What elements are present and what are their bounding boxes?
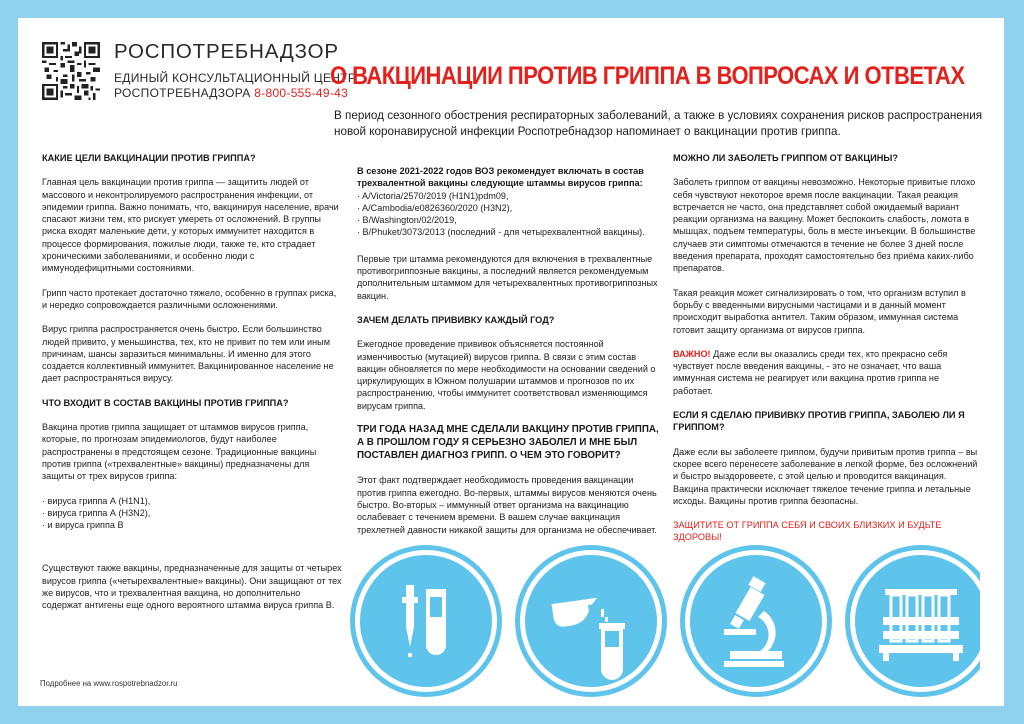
- column-right: [673, 152, 978, 543]
- consult-center-line2: [114, 86, 356, 101]
- list-item: · A/Victoria/2570/2019 (H1N1)pdm09,: [357, 190, 509, 201]
- list-item: · и вируса гриппа В: [42, 520, 124, 531]
- list-item: · B/Phuket/3073/2013 (последний - для четырехвалентной вакцины).: [357, 227, 645, 238]
- brand-name: РОСПОТРЕБНАДЗОР: [114, 40, 339, 63]
- who-recommendation: В сезоне 2021-2022 годов ВОЗ рекомендует включать в состав трехвалентной вакцины следующие штаммы вирусов гриппа:: [357, 166, 644, 189]
- column-left: [42, 152, 342, 624]
- list-item: · вируса гриппа А (H3N2),: [42, 507, 151, 518]
- question-goals: КАКИЕ ЦЕЛИ ВАКЦИНАЦИИ ПРОТИВ ГРИППА?: [42, 153, 256, 163]
- question-three-years: ТРИ ГОДА НАЗАД МНЕ СДЕЛАЛИ ВАКЦИНУ ПРОТИВ ГРИППА, А В ПРОШЛОМ ГОДУ Я СЕРЬЕЗНО ЗАБОЛЕЛ И МНЕ БЫЛ ПОСТАВЛЕН ДИАГНОЗ ГРИПП. О ЧЕМ ЭТО ГОВОРИТ?: [357, 424, 659, 461]
- hotline-phone: 8-800-555-49-43: [254, 86, 349, 100]
- answer-from-vaccine: Заболеть гриппом от вакцины невозможно. Некоторые привитые плохо себя чувствуют некоторое время после вакцинации. Такая реакция встречается не часто, она представляет собой ожидаемый вариант реакции организма на вакцину. Может беспокоить слабость, ломота в мышцах, подъем температуры, боль в месте инъекции. В большинстве случаев эти симптомы отмечаются в течение не более 3 дней после введения препарата, проходят самостоятельно без приёма каких-либо препаратов.: [673, 177, 976, 274]
- list-item: · B/Washington/02/2019,: [357, 215, 457, 226]
- test-tube-rack-icon: [850, 550, 980, 692]
- call-to-action: ЗАЩИТИТЕ ОТ ГРИППА СЕБЯ И СВОИХ БЛИЗКИХ И БУДЬТЕ ЗДОРОВЫ!: [673, 520, 942, 543]
- consult-center-name: РОСПОТРЕБНАДЗОРА: [114, 86, 251, 100]
- footer-link-text: Подробнее на www.rospotrebnadzor.ru: [40, 679, 178, 688]
- list-item: · A/Cambodia/e0826360/2020 (H3N2),: [357, 202, 513, 213]
- microscope-icon: [685, 550, 827, 692]
- list-item: · вируса гриппа А (H1N1),: [42, 495, 151, 506]
- question-yearly: ЗАЧЕМ ДЕЛАТЬ ПРИВИВКУ КАЖДЫЙ ГОД?: [357, 314, 555, 325]
- important-text: Даже если вы оказались среди тех, кто прекрасно себя чувствует после введения вакцины, - это не означает, что ваша иммунная система не реагирует или вакцина против гриппа не работает.: [673, 348, 948, 396]
- consult-center-line1: ЕДИНЫЙ КОНСУЛЬТАЦИОННЫЙ ЦЕНТР: [114, 71, 357, 85]
- paragraph-collective-immunity: Вирус гриппа распространяется очень быстро. Если большинство людей привито, у меньшинства, тех, кто не привит по тем или иным причинам, шансы заразиться минимальны. И именно для этого создается коллективный иммунитет. Вакцинированное население не дает распространяться вирусу.: [42, 324, 334, 384]
- answer-three-years: Этот факт подтверждает необходимость проведения вакцинации против гриппа ежегодно. Во-первых, штаммы вирусов меняются очень быстро. Во-вторых – иммунный ответ организма на вакцинацию ослабевает с течением времени. В вашем случае вакцинация трехлетней давности никакой защиты для организма не обеспечивает.: [357, 475, 657, 535]
- virus-list: [42, 495, 342, 532]
- paragraph-quadrivalent: Существуют также вакцины, предназначенные для защиты от четырех вирусов гриппа («четырехвалентные» вакцины). Они защищают от тех же вирусов, что и трехвалентная вакцина, но дополнительно содержат антигены еще одного вероятного штамма вируса гриппа В.: [42, 563, 342, 611]
- icons-band: [330, 530, 980, 700]
- answer-get-sick: Даже если вы заболеете гриппом, будучи привитым против гриппа – вы скорее всего перенесете заболевание в легкой форме, без осложнений и быстро выздоровеете, с этой целью и проводится вакцинация. Вакцина практически исключает тяжелое течение гриппа и летальные исходы. Вакцины против гриппа безопасны.: [673, 446, 978, 506]
- question-composition: ЧТО ВХОДИТ В СОСТАВ ВАКЦИНЫ ПРОТИВ ГРИППА?: [42, 397, 289, 408]
- paragraph-antibodies: Такая реакция может сигнализировать о том, что организм вступил в борьбу с введенными вирусными частицами и в данный момент происходит выработка антител. Таким образом, иммунная система готовит защиту организма от вирусов гриппа.: [673, 287, 966, 335]
- important-note: [673, 348, 978, 397]
- qr-code-icon: [42, 42, 100, 100]
- question-get-sick: ЕСЛИ Я СДЕЛАЮ ПРИВИВКУ ПРОТИВ ГРИППА, ЗАБОЛЕЮ ЛИ Я ГРИППОМ?: [673, 410, 965, 433]
- strain-list: [357, 190, 659, 239]
- column-middle: [357, 165, 659, 548]
- brand-block: [114, 40, 356, 101]
- pipette-test-tube-icon: [355, 550, 497, 692]
- flask-pouring-icon: [520, 550, 662, 692]
- paragraph-strains: Первые три штамма рекомендуются для включения в трехвалентные противогриппозные вакцины, а последний является рекомендуемым дополнительным штаммом для четырехвалентных противогриппозных вакцин.: [357, 253, 658, 301]
- question-from-vaccine: МОЖНО ЛИ ЗАБОЛЕТЬ ГРИППОМ ОТ ВАКЦИНЫ?: [673, 153, 898, 163]
- answer-yearly: Ежегодное проведение прививок объясняется постоянной изменчивостью (мутацией) вирусов гриппа. В связи с этим состав вакцин обновляется по мере необходимости на основании сведений о циркулирующих в Южном полушарии штаммов и прогнозов по их распространению, чтобы иммунитет соответствовал изменяющимся вирусам гриппа.: [357, 339, 656, 411]
- paragraph-severity: Грипп часто протекает достаточно тяжело, особенно в группах риска, и нередко сопровождается различными осложнениями.: [42, 287, 337, 310]
- answer-composition: Вакцина против гриппа защищает от штаммов вирусов гриппа, которые, по прогнозам эпидемиологов, будут наиболее распространены в предстоящем сезоне. Традиционные вакцины против гриппа («трехвалентные» вакцины) предназначены для защиты от трех вирусов гриппа:: [42, 422, 317, 482]
- page-title: О ВАКЦИНАЦИИ ПРОТИВ ГРИППА В ВОПРОСАХ И ОТВЕТАХ: [330, 62, 965, 90]
- important-label: ВАЖНО!: [673, 348, 711, 359]
- answer-goals: Главная цель вакцинации против гриппа — защитить людей от массового и неконтролируемого распространения инфекции, от эпидемии гриппа. Важно понимать, что, вакцинируя население, врачи спасают жизни тем, кто рискует умереть от осложнений. В группы риска входят маленькие дети, у которых иммунитет находится в процессе формирования, пожилые люди, также те, кто страдает хроническими заболеваниями, и особенно люди с иммунодефицитными состояниями.: [42, 177, 339, 274]
- intro-paragraph: В период сезонного обострения респираторных заболеваний, а также в условиях сохранения рисков распространения новой коронавирусной инфекции Роспотребнадзор напоминает о вакцинации против гриппа.: [334, 109, 983, 138]
